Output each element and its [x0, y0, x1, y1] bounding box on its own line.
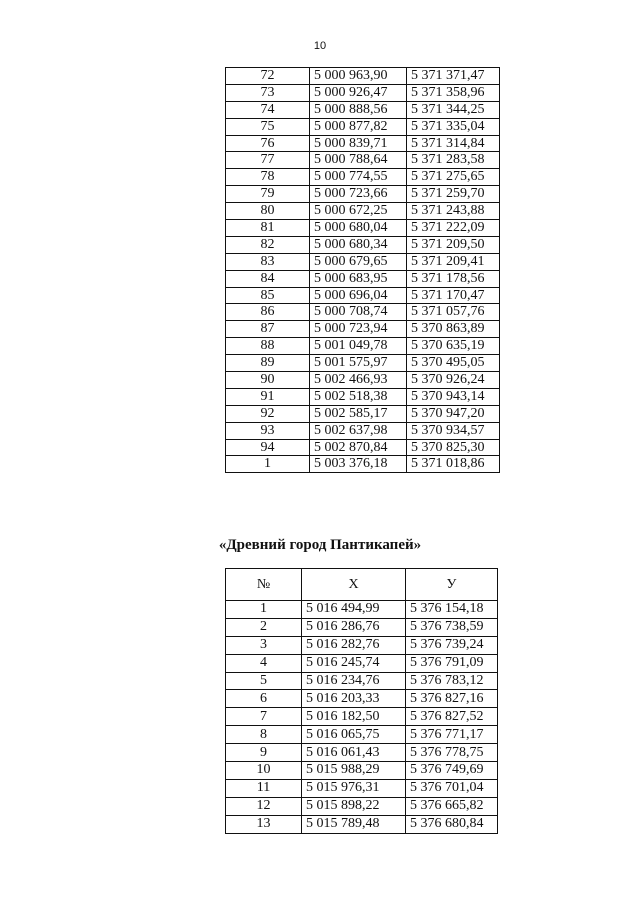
y-coordinate-cell: 5 376 749,69 [406, 762, 498, 780]
y-coordinate-cell: 5 376 778,75 [406, 744, 498, 762]
y-coordinate-cell: 5 376 739,24 [406, 636, 498, 654]
y-coordinate-cell: 5 376 738,59 [406, 618, 498, 636]
point-number-cell: 73 [226, 84, 310, 101]
coordinates-table-body [226, 601, 498, 834]
point-number-cell: 77 [226, 152, 310, 169]
point-number-cell: 11 [226, 779, 302, 797]
y-coordinate-cell: 5 371 275,65 [407, 169, 500, 186]
point-number-cell: 81 [226, 220, 310, 237]
table-row [226, 135, 500, 152]
table-row [226, 253, 500, 270]
y-coordinate-cell: 5 371 344,25 [407, 101, 500, 118]
point-number-cell: 1 [226, 456, 310, 473]
x-coordinate-cell: 5 016 245,74 [302, 654, 406, 672]
y-coordinate-cell: 5 376 680,84 [406, 815, 498, 833]
point-number-cell: 85 [226, 287, 310, 304]
point-number-cell: 3 [226, 636, 302, 654]
table-row [226, 636, 498, 654]
y-coordinate-cell: 5 376 783,12 [406, 672, 498, 690]
y-coordinate-cell: 5 371 314,84 [407, 135, 500, 152]
x-coordinate-cell: 5 000 679,65 [310, 253, 407, 270]
y-coordinate-cell: 5 371 243,88 [407, 203, 500, 220]
x-coordinate-cell: 5 000 672,25 [310, 203, 407, 220]
column-header-y: У [406, 569, 498, 601]
y-coordinate-cell: 5 371 259,70 [407, 186, 500, 203]
table-row [226, 456, 500, 473]
table-row [226, 601, 498, 619]
point-number-cell: 89 [226, 355, 310, 372]
y-coordinate-cell: 5 371 170,47 [407, 287, 500, 304]
table-row [226, 388, 500, 405]
point-number-cell: 90 [226, 372, 310, 389]
x-coordinate-cell: 5 016 203,33 [302, 690, 406, 708]
y-coordinate-cell: 5 371 209,41 [407, 253, 500, 270]
x-coordinate-cell: 5 015 789,48 [302, 815, 406, 833]
point-number-cell: 9 [226, 744, 302, 762]
table-row [226, 815, 498, 833]
x-coordinate-cell: 5 000 888,56 [310, 101, 407, 118]
table-row [226, 690, 498, 708]
table-row [226, 672, 498, 690]
point-number-cell: 75 [226, 118, 310, 135]
table-row [226, 186, 500, 203]
x-coordinate-cell: 5 016 182,50 [302, 708, 406, 726]
point-number-cell: 86 [226, 304, 310, 321]
x-coordinate-cell: 5 000 680,34 [310, 236, 407, 253]
x-coordinate-cell: 5 015 976,31 [302, 779, 406, 797]
table-header-row [226, 569, 498, 601]
point-number-cell: 78 [226, 169, 310, 186]
table-row [226, 101, 500, 118]
y-coordinate-cell: 5 371 358,96 [407, 84, 500, 101]
point-number-cell: 87 [226, 321, 310, 338]
coordinates-table-continued [225, 67, 500, 473]
point-number-cell: 91 [226, 388, 310, 405]
y-coordinate-cell: 5 370 926,24 [407, 372, 500, 389]
table-row [226, 203, 500, 220]
table-row [226, 744, 498, 762]
x-coordinate-cell: 5 000 680,04 [310, 220, 407, 237]
table-row [226, 708, 498, 726]
x-coordinate-cell: 5 016 065,75 [302, 726, 406, 744]
y-coordinate-cell: 5 376 827,16 [406, 690, 498, 708]
table-row [226, 797, 498, 815]
table-row [226, 169, 500, 186]
x-coordinate-cell: 5 015 988,29 [302, 762, 406, 780]
point-number-cell: 79 [226, 186, 310, 203]
x-coordinate-cell: 5 002 518,38 [310, 388, 407, 405]
table-row [226, 321, 500, 338]
point-number-cell: 88 [226, 338, 310, 355]
point-number-cell: 2 [226, 618, 302, 636]
point-number-cell: 8 [226, 726, 302, 744]
y-coordinate-cell: 5 376 665,82 [406, 797, 498, 815]
y-coordinate-cell: 5 370 495,05 [407, 355, 500, 372]
table-row [226, 152, 500, 169]
x-coordinate-cell: 5 002 870,84 [310, 439, 407, 456]
table-row [226, 779, 498, 797]
y-coordinate-cell: 5 376 791,09 [406, 654, 498, 672]
pantikapei-coordinates-table [225, 568, 498, 834]
table-row [226, 355, 500, 372]
point-number-cell: 12 [226, 797, 302, 815]
point-number-cell: 92 [226, 405, 310, 422]
point-number-cell: 1 [226, 601, 302, 619]
x-coordinate-cell: 5 000 683,95 [310, 270, 407, 287]
y-coordinate-cell: 5 371 335,04 [407, 118, 500, 135]
table-row [226, 84, 500, 101]
y-coordinate-cell: 5 371 057,76 [407, 304, 500, 321]
table-row [226, 726, 498, 744]
x-coordinate-cell: 5 002 466,93 [310, 372, 407, 389]
point-number-cell: 72 [226, 68, 310, 85]
page-number: 10 [313, 40, 327, 52]
table-row [226, 762, 498, 780]
point-number-cell: 6 [226, 690, 302, 708]
section-title: «Древний город Пантикапей» [218, 537, 422, 553]
x-coordinate-cell: 5 000 963,90 [310, 68, 407, 85]
point-number-cell: 84 [226, 270, 310, 287]
table-row [226, 287, 500, 304]
y-coordinate-cell: 5 376 771,17 [406, 726, 498, 744]
y-coordinate-cell: 5 371 209,50 [407, 236, 500, 253]
x-coordinate-cell: 5 002 637,98 [310, 422, 407, 439]
x-coordinate-cell: 5 000 926,47 [310, 84, 407, 101]
table-row [226, 372, 500, 389]
column-header-x: Х [302, 569, 406, 601]
point-number-cell: 4 [226, 654, 302, 672]
table-row [226, 338, 500, 355]
x-coordinate-cell: 5 000 723,94 [310, 321, 407, 338]
y-coordinate-cell: 5 370 943,14 [407, 388, 500, 405]
x-coordinate-cell: 5 000 708,74 [310, 304, 407, 321]
point-number-cell: 76 [226, 135, 310, 152]
x-coordinate-cell: 5 000 877,82 [310, 118, 407, 135]
table-row [226, 654, 498, 672]
x-coordinate-cell: 5 001 049,78 [310, 338, 407, 355]
point-number-cell: 94 [226, 439, 310, 456]
column-header-number: № [226, 569, 302, 601]
table-row [226, 270, 500, 287]
x-coordinate-cell: 5 000 774,55 [310, 169, 407, 186]
x-coordinate-cell: 5 016 286,76 [302, 618, 406, 636]
y-coordinate-cell: 5 370 863,89 [407, 321, 500, 338]
y-coordinate-cell: 5 371 178,56 [407, 270, 500, 287]
x-coordinate-cell: 5 000 839,71 [310, 135, 407, 152]
x-coordinate-cell: 5 016 494,99 [302, 601, 406, 619]
y-coordinate-cell: 5 370 635,19 [407, 338, 500, 355]
point-number-cell: 10 [226, 762, 302, 780]
point-number-cell: 74 [226, 101, 310, 118]
point-number-cell: 13 [226, 815, 302, 833]
x-coordinate-cell: 5 001 575,97 [310, 355, 407, 372]
y-coordinate-cell: 5 371 222,09 [407, 220, 500, 237]
coordinates-table-body [226, 68, 500, 473]
x-coordinate-cell: 5 000 723,66 [310, 186, 407, 203]
y-coordinate-cell: 5 370 934,57 [407, 422, 500, 439]
y-coordinate-cell: 5 371 283,58 [407, 152, 500, 169]
x-coordinate-cell: 5 000 788,64 [310, 152, 407, 169]
table-row [226, 68, 500, 85]
point-number-cell: 80 [226, 203, 310, 220]
table-row [226, 236, 500, 253]
table-row [226, 618, 498, 636]
y-coordinate-cell: 5 376 154,18 [406, 601, 498, 619]
table-row [226, 439, 500, 456]
point-number-cell: 82 [226, 236, 310, 253]
point-number-cell: 5 [226, 672, 302, 690]
x-coordinate-cell: 5 002 585,17 [310, 405, 407, 422]
table-row [226, 405, 500, 422]
table-row [226, 118, 500, 135]
x-coordinate-cell: 5 016 061,43 [302, 744, 406, 762]
point-number-cell: 7 [226, 708, 302, 726]
point-number-cell: 83 [226, 253, 310, 270]
table-row [226, 220, 500, 237]
y-coordinate-cell: 5 371 018,86 [407, 456, 500, 473]
x-coordinate-cell: 5 003 376,18 [310, 456, 407, 473]
y-coordinate-cell: 5 370 947,20 [407, 405, 500, 422]
table-row [226, 422, 500, 439]
x-coordinate-cell: 5 015 898,22 [302, 797, 406, 815]
x-coordinate-cell: 5 016 234,76 [302, 672, 406, 690]
y-coordinate-cell: 5 371 371,47 [407, 68, 500, 85]
x-coordinate-cell: 5 016 282,76 [302, 636, 406, 654]
x-coordinate-cell: 5 000 696,04 [310, 287, 407, 304]
y-coordinate-cell: 5 370 825,30 [407, 439, 500, 456]
y-coordinate-cell: 5 376 827,52 [406, 708, 498, 726]
point-number-cell: 93 [226, 422, 310, 439]
table-row [226, 304, 500, 321]
table-header [226, 569, 498, 601]
y-coordinate-cell: 5 376 701,04 [406, 779, 498, 797]
